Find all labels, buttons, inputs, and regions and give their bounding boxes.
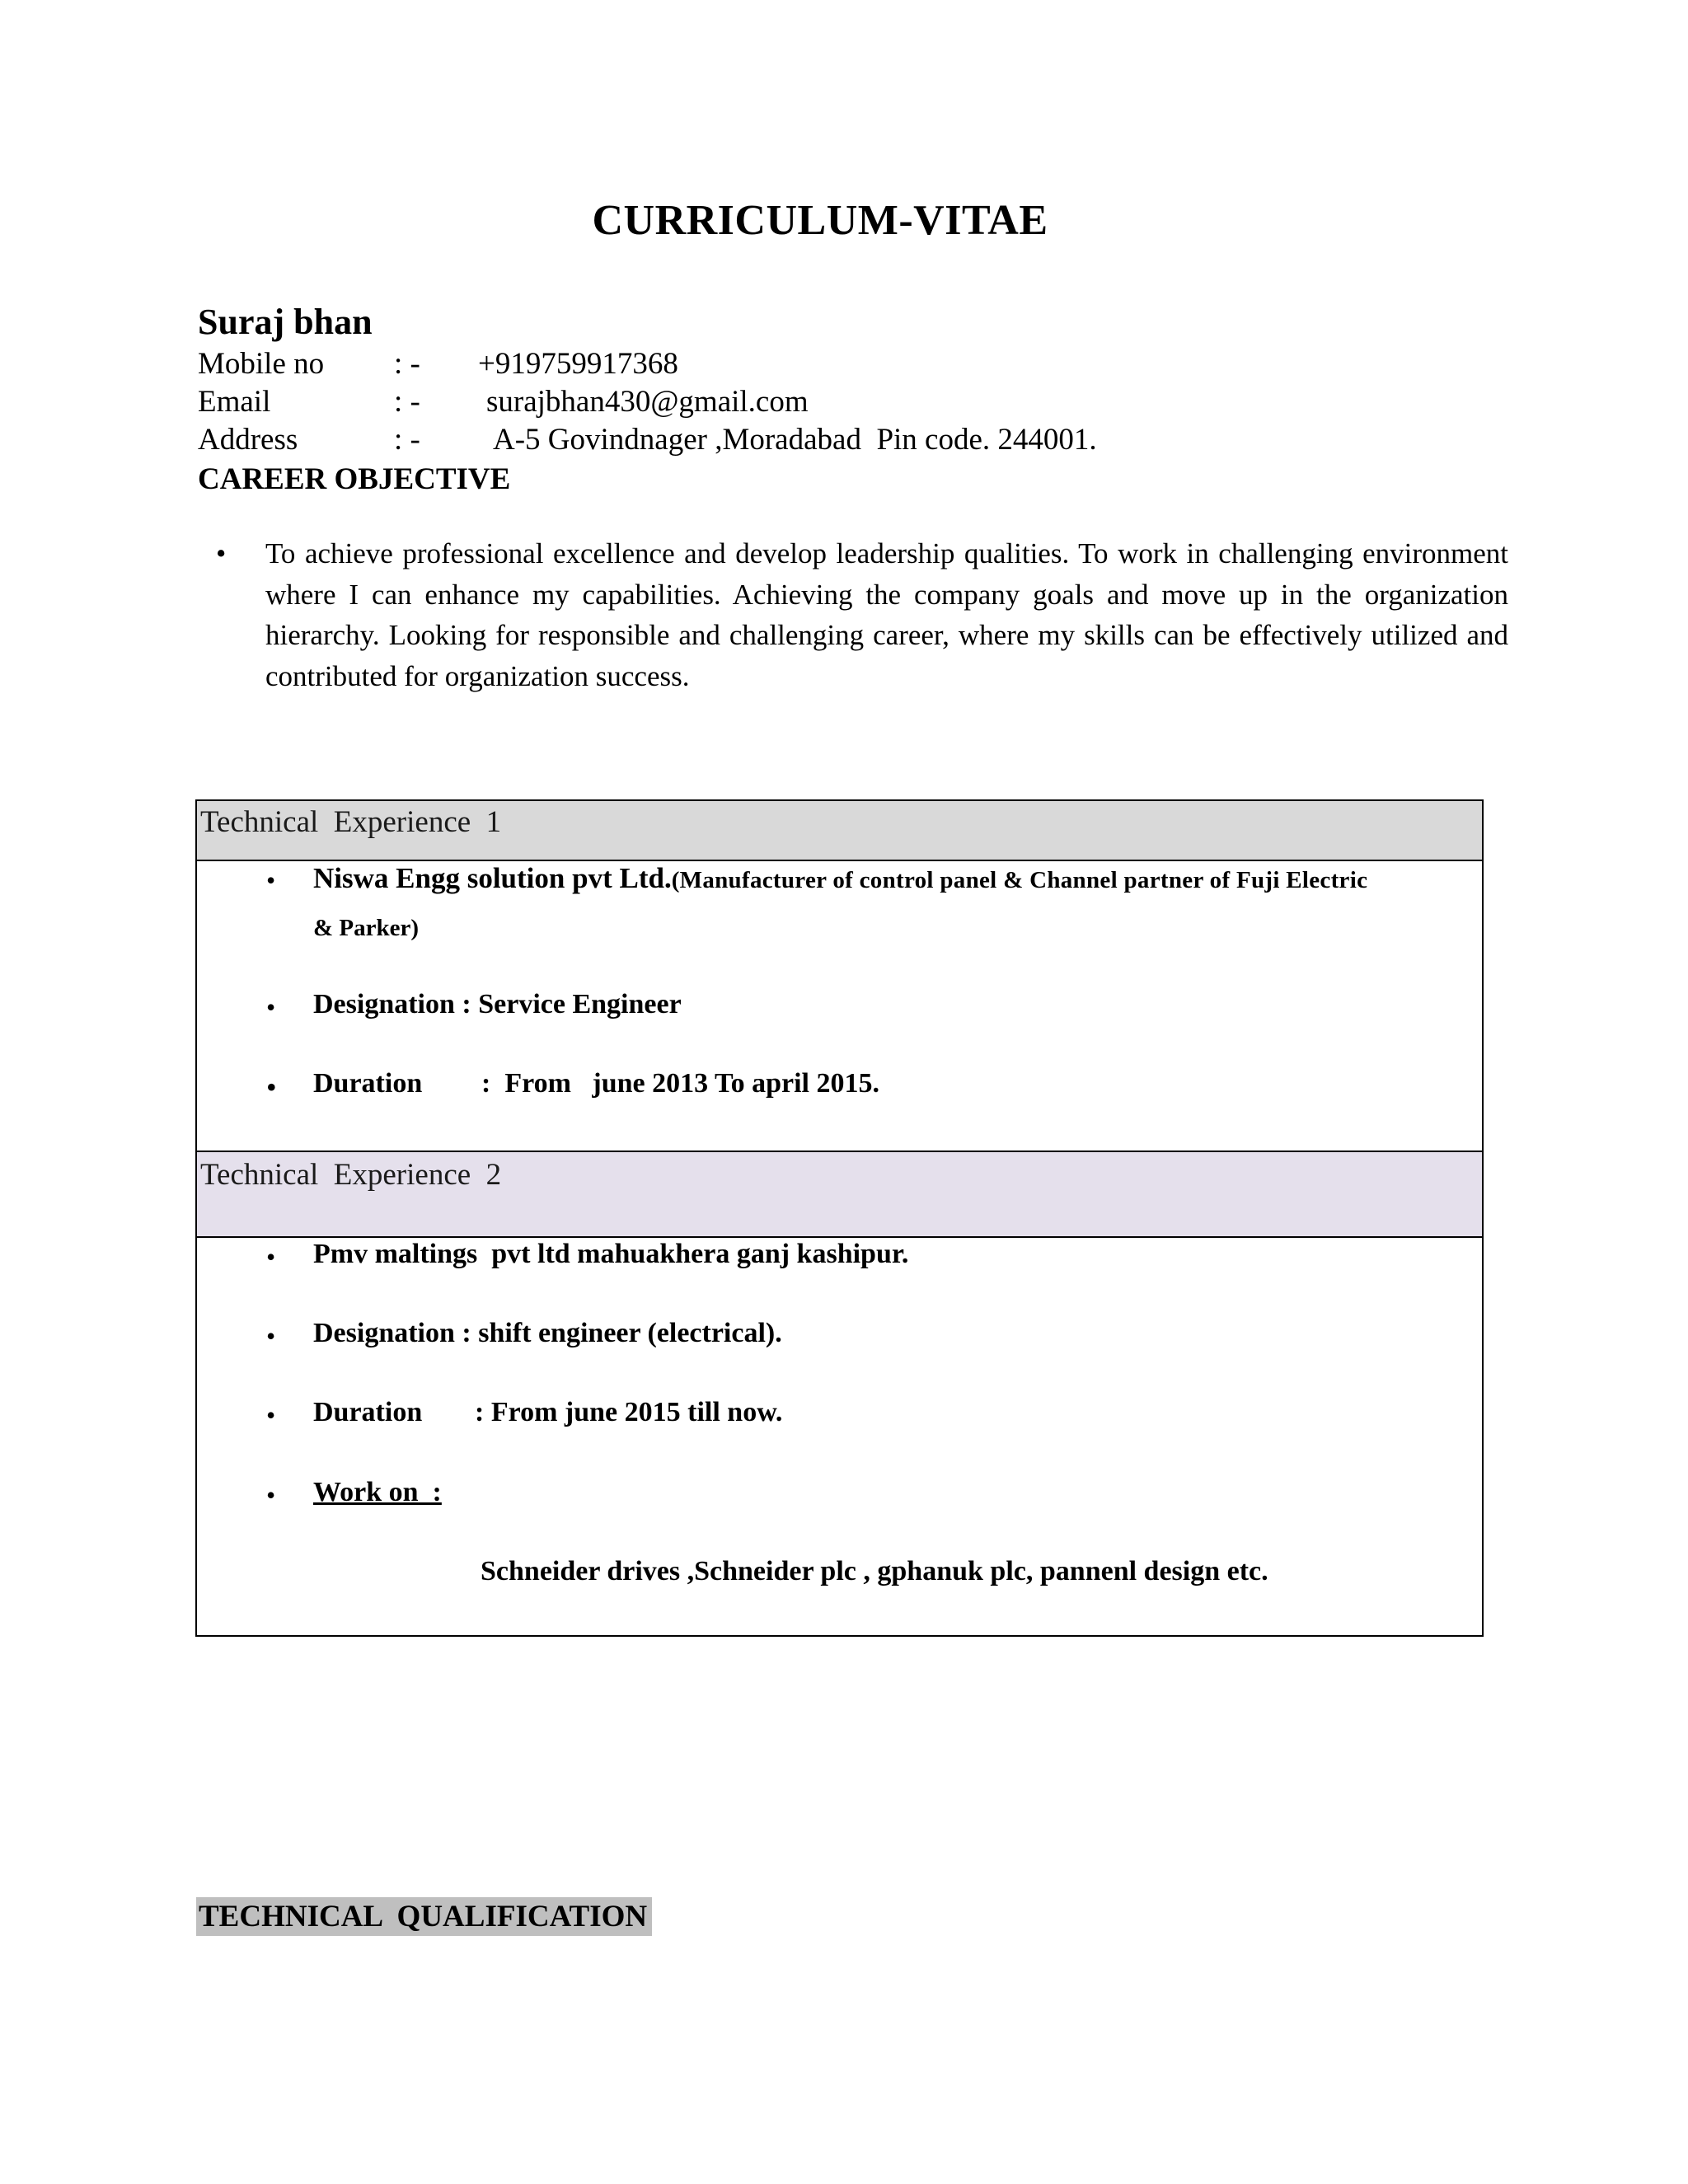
experience-1-duration-value: : From june 2013 To april 2015.	[481, 1068, 879, 1099]
experience-1-designation: Designation : Service Engineer	[313, 989, 682, 1019]
career-objective-text: To achieve professional excellence and develop leadership qualities. To work in challenging environment where I can enhance my capabilities. Achieving the company goals and move up in the organization hierarchy. Looking for responsible and challenging career, where my skills can be effectively utilized and contributed for organization success.	[265, 537, 1508, 692]
experience-2-duration-value: : From june 2015 till now.	[475, 1397, 783, 1427]
bullet: •	[266, 1480, 276, 1510]
experience-2-heading: Technical Experience 2	[200, 1158, 502, 1192]
technical-qualification-heading: TECHNICAL QUALIFICATION	[196, 1897, 652, 1936]
mobile-separator: : -	[394, 347, 420, 381]
experience-2-work-on-value: Schneider drives ,Schneider plc , gphanuk plc, pannenl design etc.	[481, 1556, 1268, 1586]
experience-1-header	[197, 801, 1482, 861]
experience-1-duration-label: Duration	[313, 1068, 423, 1099]
objective-bullet: •	[216, 537, 227, 569]
email-label: Email	[198, 385, 271, 419]
experience-2-designation: Designation : shift engineer (electrical).	[313, 1318, 782, 1348]
experience-2-work-on-label: Work on :	[313, 1477, 442, 1507]
experience-1-company-line	[313, 862, 1367, 895]
experience-1-heading: Technical Experience 1	[200, 805, 502, 839]
experience-2-duration-label: Duration	[313, 1397, 423, 1427]
experience-table	[195, 799, 1484, 1637]
experience-1-company-note: (Manufacturer of control panel & Channel partner of Fuji Electric	[671, 867, 1368, 893]
bullet: •	[266, 1400, 276, 1430]
experience-1-company-note-cont: & Parker)	[313, 915, 420, 941]
experience-2-header	[197, 1151, 1482, 1238]
document-title: CURRICULUM-VITAE	[592, 197, 1048, 244]
bullet: •	[266, 865, 276, 895]
email-separator: : -	[394, 385, 420, 419]
bullet: •	[266, 1321, 276, 1351]
career-objective-heading: CAREER OBJECTIVE	[198, 462, 511, 496]
address-label: Address	[198, 423, 298, 457]
experience-2-company: Pmv maltings pvt ltd mahuakhera ganj kashipur.	[313, 1239, 909, 1269]
candidate-name: Suraj bhan	[198, 302, 373, 342]
address-separator: : -	[394, 423, 420, 457]
bullet: •	[266, 992, 276, 1022]
address-value: A-5 Govindnager ,Moradabad Pin code. 244001.	[493, 423, 1097, 457]
email-value: surajbhan430@gmail.com	[486, 385, 809, 419]
experience-1-company: Niswa Engg solution pvt Ltd.	[313, 862, 672, 894]
bullet: •	[266, 1242, 276, 1272]
mobile-value: +919759917368	[478, 347, 678, 381]
bullet: •	[266, 1071, 277, 1104]
mobile-label: Mobile no	[198, 347, 325, 381]
